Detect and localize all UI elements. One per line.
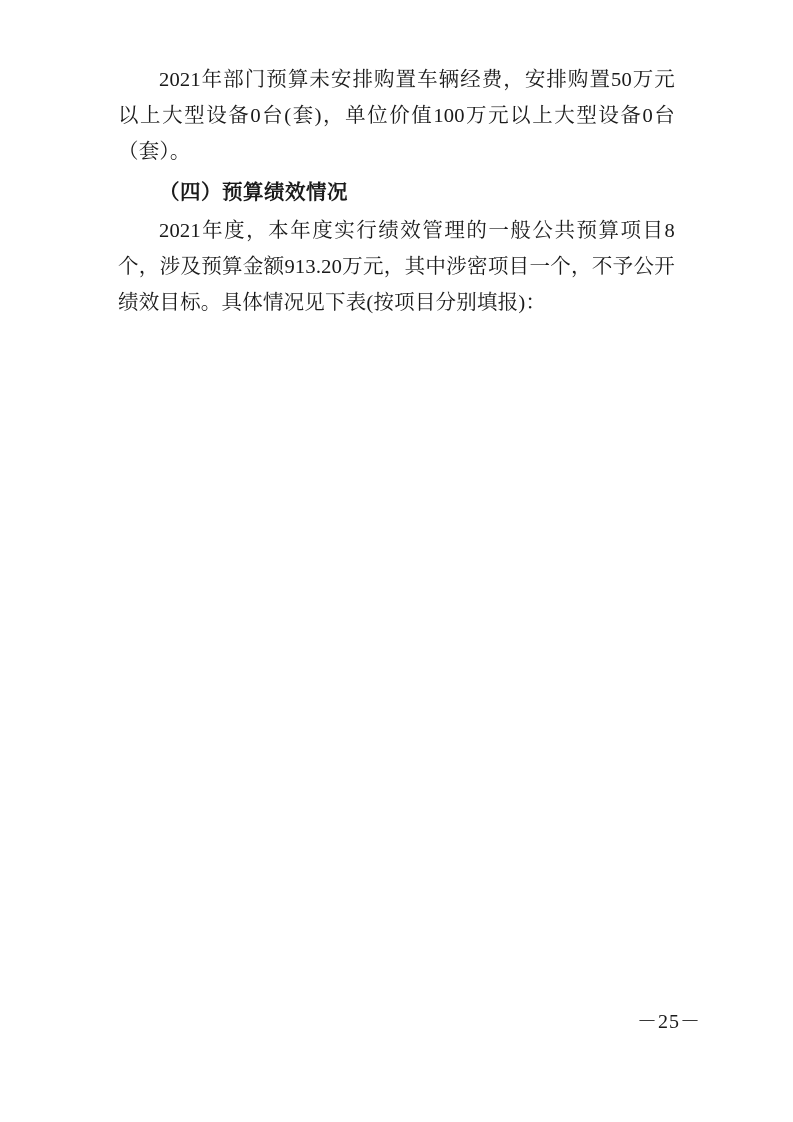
vehicle-equipment-paragraph: 2021年部门预算未安排购置车辆经费，安排购置50万元以上大型设备0台(套)，单位价值100万元以上大型设备0台（套）。 bbox=[118, 69, 675, 163]
budget-performance-paragraph: 2021年度，本年度实行绩效管理的一般公共预算项目8个，涉及预算金额913.20万元，其中涉密项目一个，不予公开绩效目标。具体情况见下表(按项目分别填报)： bbox=[118, 220, 675, 314]
page-number: －25－ bbox=[637, 1011, 701, 1033]
section-heading-budget-performance: （四）预算绩效情况 bbox=[159, 180, 348, 204]
